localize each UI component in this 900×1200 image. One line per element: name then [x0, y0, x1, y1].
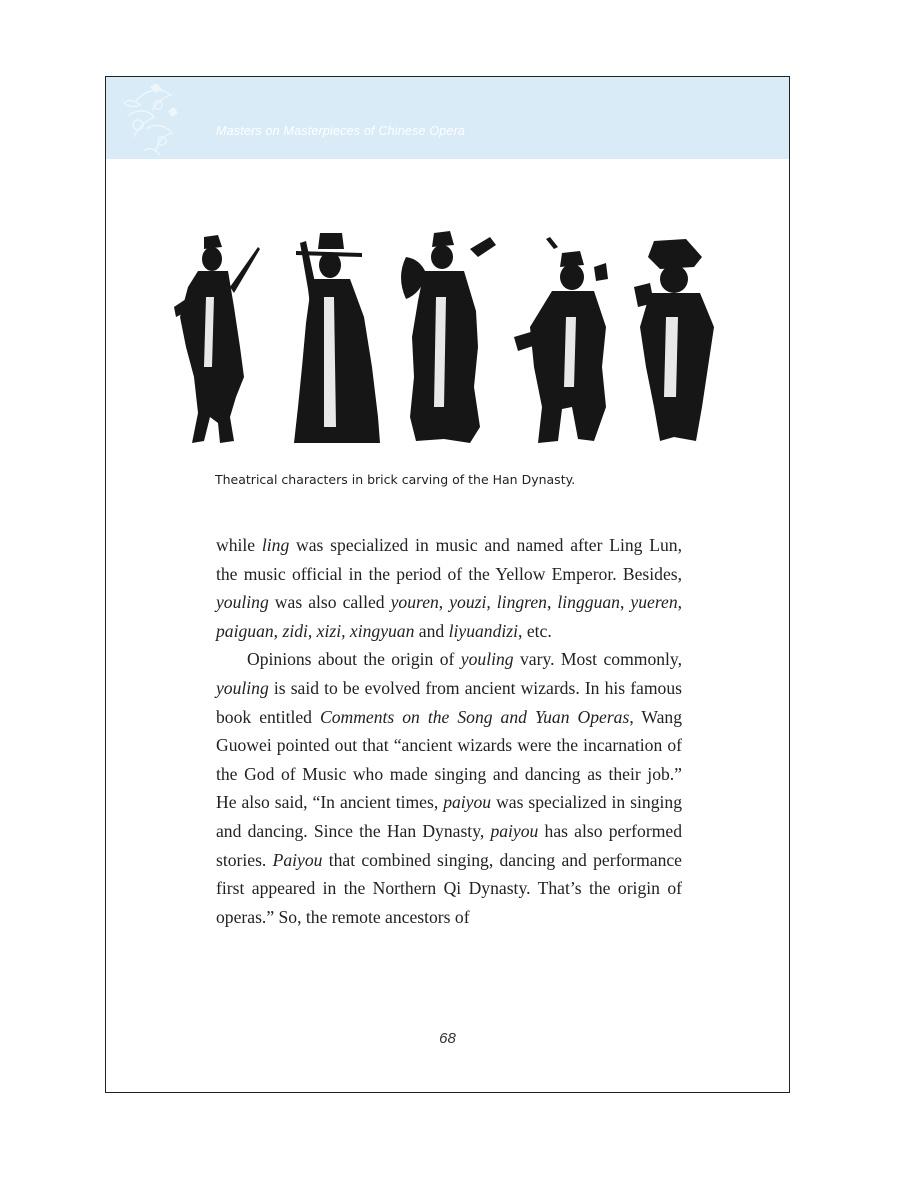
text-run: ,: [273, 620, 283, 641]
text-run: ,: [677, 592, 683, 613]
text-run: was specialized in singing and dancing. Since the Han Dynasty,: [216, 792, 682, 841]
text-run: ,: [619, 592, 631, 613]
text-run: was also called: [268, 592, 391, 613]
text-run: has also performed stories.: [216, 820, 682, 870]
paragraph-2: [216, 645, 682, 931]
italic-term: ling: [261, 535, 290, 555]
carved-figure-3: [401, 231, 496, 443]
running-header: [106, 77, 789, 159]
italic-term: youling: [216, 677, 269, 698]
italic-term: youren: [390, 592, 439, 613]
italic-term: youling: [216, 592, 269, 613]
italic-term: yueren: [630, 592, 678, 613]
italic-term: youzi, lingren: [449, 592, 547, 613]
italic-term: paiguan: [216, 620, 274, 641]
italic-term: liyuandizi: [448, 620, 519, 641]
carved-figure-4: [514, 237, 608, 443]
figure-caption: Theatrical characters in brick carving of the Han Dynasty.: [215, 472, 576, 487]
paragraph-1: [216, 531, 682, 645]
carved-figure-2: [294, 233, 380, 443]
italic-term: Comments on the Song and Yuan Operas: [319, 706, 630, 727]
text-run: that combined singing, dancing and performance first appeared in the Northern Qi Dynasty. That’s the origin of operas.” So, the remote ancestors of: [216, 849, 682, 927]
text-run: , Wang Guowei pointed out that “ancient wizards were the incarnation of the God of Music who made singing and dancing as their job.” He also said, “In ancient times,: [216, 706, 683, 813]
page-number: 68: [439, 1030, 456, 1047]
text-run: , etc.: [518, 620, 552, 641]
italic-term: zidi, xizi, xingyuan: [282, 620, 415, 641]
text-run: while: [216, 535, 262, 555]
text-run: vary. Most commonly,: [513, 649, 682, 670]
text-run: Opinions about the origin of: [247, 649, 461, 670]
italic-term: paiyou: [490, 820, 539, 841]
running-header-title: Masters on Masterpieces of Chinese Opera: [216, 124, 466, 138]
text-run: is said to be evolved from ancient wizards. In his famous book entitled: [216, 677, 682, 727]
italic-term: Paiyou: [272, 849, 323, 870]
brick-carving-figure: [174, 227, 734, 452]
carved-figure-1: [174, 235, 260, 443]
text-run: ,: [546, 592, 558, 613]
book-page: [105, 76, 790, 1093]
brick-carving-image: [174, 227, 734, 452]
body-text: [216, 531, 682, 931]
italic-term: lingguan: [557, 592, 620, 613]
text-run: ,: [438, 592, 450, 613]
text-run: was specialized in music and named after Ling Lun, the music official in the period of the Yellow Emperor. Besides,: [216, 535, 682, 584]
floral-ornament-icon: [116, 81, 186, 159]
italic-term: paiyou: [443, 792, 492, 813]
text-run: and: [414, 620, 449, 641]
italic-term: youling: [460, 649, 514, 670]
